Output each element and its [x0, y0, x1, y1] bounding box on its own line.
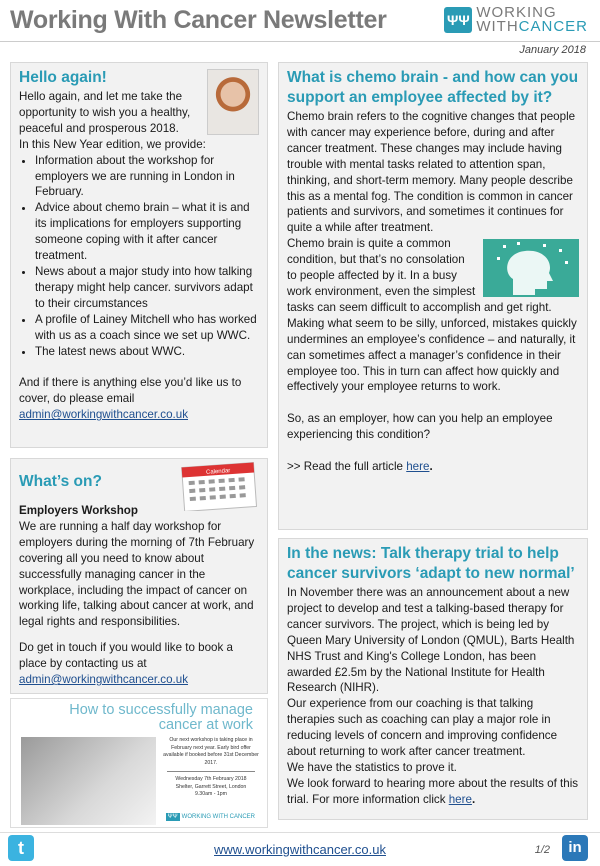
hello-panel: Hello again! Hello again, and let me take the opportunity to wish you a healthy, peaceful and prosperous 2018. In this New Year edition, we provide: • Information about the workshop for employers we are running in London in February. • Advice about chemo brain – what it is and its implications for employers supporting someone coping with it after cancer treatment. • News about a major study into how talking therapy might help cancer. survivors adapt to their circumstances • A profile of Lainey Mitchell who has worked with us as a coach since we set up WWC. • The latest news about WWC. And if there is anything else you’d like us to cover, do please email admin@workingwithcancer.co.uk [10, 62, 268, 448]
news-panel: In the news: Talk therapy trial to help cancer survivors ‘adapt to new normal’ In November there was an announcement about a new project to develop and test a talking-based therapy for cancer survivors. The project, which is being led by Queen Mary University of London (QMUL), Barts Health NHS Trust and King's College London, has been awarded £2.5m by the National Institute for Health Research (NIHR). Our experience from our coaching is that talking therapies such as coaching can play a major role in reducing levels of concern and improving confidence about returning to work after cancer treatment. We have the statistics to prove it. We look forward to hearing more about the results of this trial. For more information click here. [278, 538, 588, 820]
email-link[interactable]: admin@workingwithcancer.co.uk [19, 408, 189, 422]
workshop-flyer: How to successfully manage cancer at work Our next workshop is taking place in February next year. Early bird offer available if booked before 31st December 2017. Wednesday 7th February 2018 Shelter, Garrett Street, London 9.30am - 1pm ΨΨ WORKING WITH CANCER [10, 698, 268, 828]
list-item: • News about a major study into how talking therapy might help cancer. survivors adapt to their circumstances [35, 264, 259, 312]
email-link[interactable]: admin@workingwithcancer.co.uk [19, 673, 189, 687]
whats-on-heading: What’s on? [19, 473, 102, 490]
website-link[interactable]: www.workingwithcancer.co.uk [214, 842, 386, 857]
chemo-heading: What is chemo brain - and how can you support an employee affected by it? [287, 69, 579, 106]
calendar-icon [181, 461, 257, 511]
logo: ΨΨ WORKING WITHCANCER [444, 6, 588, 34]
page-number: 1/2 [534, 844, 550, 856]
twitter-icon[interactable]: t [8, 835, 34, 861]
logo-people-icon: ΨΨ [444, 7, 472, 33]
contents-list [19, 153, 259, 360]
newsletter-title: Working With Cancer Newsletter [10, 6, 387, 34]
news-heading: In the news: Talk therapy trial to help cancer survivors ‘adapt to new normal’ [287, 545, 575, 582]
hello-heading: Hello again! [19, 69, 107, 86]
more-info-link[interactable]: here [448, 792, 472, 806]
flyer-logo: ΨΨ WORKING WITH CANCER [167, 814, 255, 820]
header-divider [0, 41, 600, 42]
workshop-photo [21, 737, 156, 825]
brain-illustration [483, 239, 579, 297]
list-item: • Advice about chemo brain – what it is and its implications for employers supporting someone coping with it after cancer treatment. [35, 200, 259, 264]
author-photo [207, 69, 259, 135]
list-item: • A profile of Lainey Mitchell who has worked with us as a coach since we set up WWC. [35, 312, 259, 344]
chemo-brain-panel: What is chemo brain - and how can you support an employee affected by it? Chemo brain refers to the cognitive changes that people with cancer may experience before, during and after cancer treatment. These changes may include having trouble with mental tasks related to attention span, thinking, and short-term memory. Many people describe this as a mental fog. The condition is common in cancer patients and survivors, and sometimes it continues for quite a while after treatment. Chemo brain is quite a common condition, but that’s no consolation to people affected by it. In a busy work environment, even the simplest tasks can seem difficult to accomplish and get right. Making what seem to be silly, unforced, mistakes quickly undermines an employee’s confidence – and naturally, it can sometimes affect a manager’s confidence in their employee too. This in turn can affect how quickly and effectively your employee returns to work. So, as an employer, how can you help an employee experiencing this condition? >> Read the full article here. [278, 62, 588, 530]
list-item: • The latest news about WWC. [35, 344, 259, 360]
svg-text:Calendar: Calendar [205, 468, 231, 476]
footer-divider [0, 832, 600, 833]
whats-on-panel: Calendar What’s on? Employers Workshop We are running a half day workshop for employers during the morning of 7th February covering all you need to know about successfully managing cancer in the workplace, including the impact of cancer on working life, talking about cancer at work, and legal rights and responsibilities. Do get in touch if you would like to book a place by contacting us at admin@workingwithcancer.co.uk [10, 458, 268, 694]
list-item: • Information about the workshop for employers we are running in London in February. [35, 153, 259, 201]
read-article-link[interactable]: here [406, 460, 430, 474]
linkedin-icon[interactable]: in [562, 835, 588, 861]
issue-date: January 2018 [519, 44, 586, 56]
